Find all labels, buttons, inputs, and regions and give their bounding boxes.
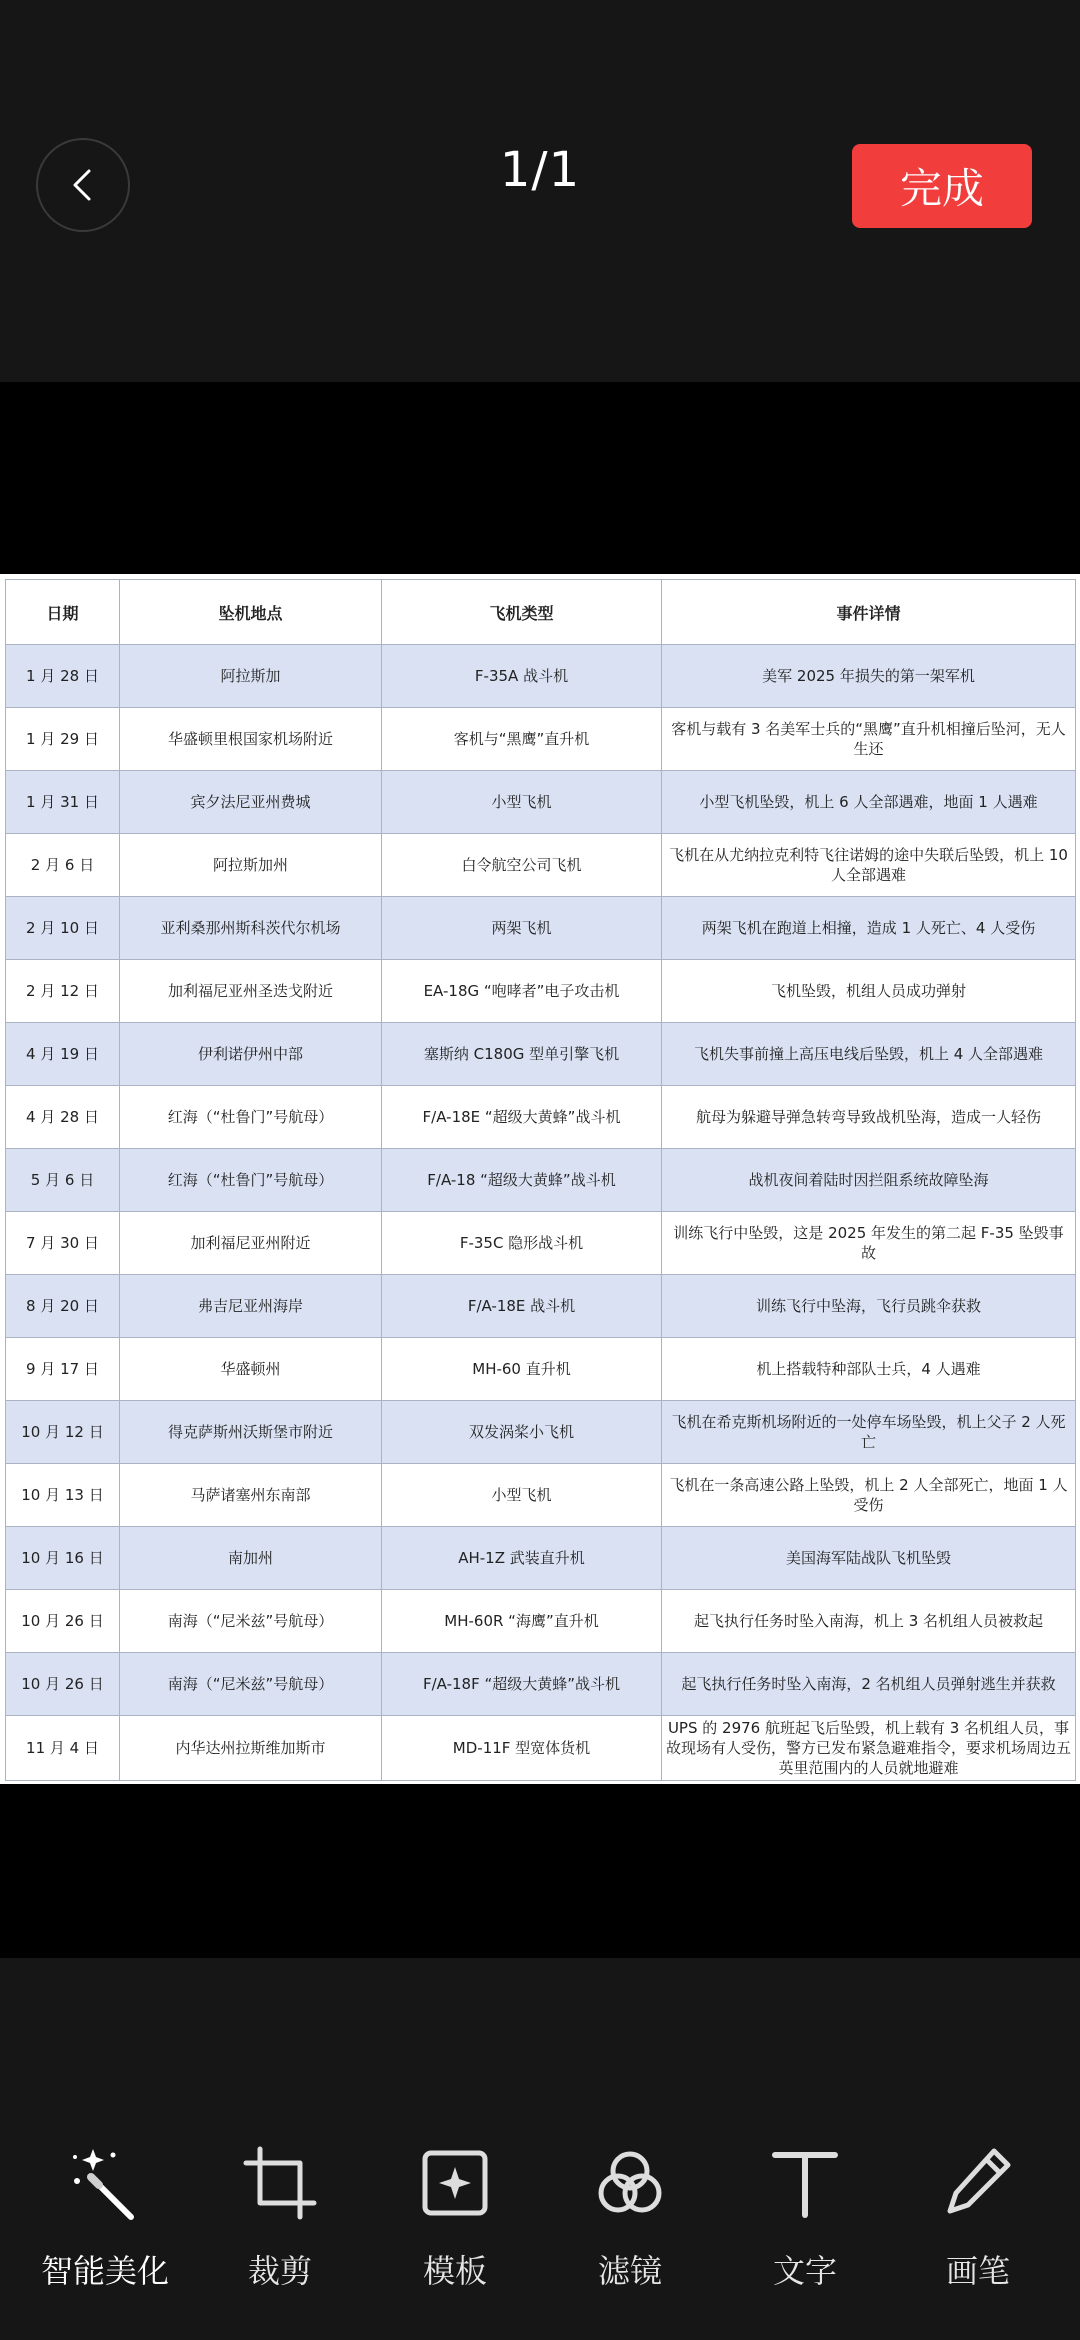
tool-label: 裁剪: [247, 2252, 312, 2290]
tool-crop[interactable]: [195, 2138, 365, 2292]
cell-date: 10 月 12 日: [6, 1401, 120, 1464]
cell-details: 机上搭载特种部队士兵，4 人遇难: [662, 1338, 1076, 1401]
table-row: [6, 1212, 1076, 1275]
tool-label: 模板: [422, 2252, 487, 2290]
table-row: [6, 960, 1076, 1023]
cell-date: 2 月 6 日: [6, 834, 120, 897]
cell-details: 训练飞行中坠海，飞行员跳伞获救: [662, 1275, 1076, 1338]
cell-date: 10 月 26 日: [6, 1653, 120, 1716]
page-counter: 1/1: [499, 142, 581, 198]
cell-location: 伊利诺伊州中部: [120, 1023, 382, 1086]
cell-aircraft-type: 客机与“黑鹰”直升机: [382, 708, 662, 771]
cell-aircraft-type: F/A-18F “超级大黄蜂”战斗机: [382, 1653, 662, 1716]
tool-brush[interactable]: [893, 2138, 1063, 2292]
cell-details: 起飞执行任务时坠入南海，2 名机组人员弹射逃生并获救: [662, 1653, 1076, 1716]
cell-aircraft-type: MH-60 直升机: [382, 1338, 662, 1401]
table-row: [6, 1590, 1076, 1653]
tool-smart-beautify[interactable]: [20, 2138, 190, 2292]
edit-toolbar: [0, 1958, 1080, 2340]
cell-aircraft-type: MH-60R “海鹰”直升机: [382, 1590, 662, 1653]
table-row: [6, 1527, 1076, 1590]
tool-filter[interactable]: [545, 2138, 715, 2292]
cell-aircraft-type: F-35C 隐形战斗机: [382, 1212, 662, 1275]
cell-details: 飞机在希克斯机场附近的一处停车场坠毁，机上父子 2 人死亡: [662, 1401, 1076, 1464]
cell-location: 南海（“尼米兹”号航母）: [120, 1653, 382, 1716]
table-row: [6, 1338, 1076, 1401]
cell-date: 7 月 30 日: [6, 1212, 120, 1275]
cell-date: 5 月 6 日: [6, 1149, 120, 1212]
cell-date: 1 月 28 日: [6, 645, 120, 708]
tool-text[interactable]: [720, 2138, 890, 2292]
done-button[interactable]: 完成: [852, 144, 1032, 228]
cell-aircraft-type: 白令航空公司飞机: [382, 834, 662, 897]
table-row: [6, 708, 1076, 771]
cell-location: 红海（“杜鲁门”号航母）: [120, 1149, 382, 1212]
cell-date: 10 月 26 日: [6, 1590, 120, 1653]
cell-details: 飞机在从尤纳拉克利特飞往诺姆的途中失联后坠毁，机上 10 人全部遇难: [662, 834, 1076, 897]
top-bar: [0, 0, 1080, 382]
table-row: [6, 1401, 1076, 1464]
cell-location: 阿拉斯加: [120, 645, 382, 708]
tool-label: 画笔: [945, 2252, 1010, 2290]
cell-details: 训练飞行中坠毁，这是 2025 年发生的第二起 F-35 坠毁事故: [662, 1212, 1076, 1275]
cell-aircraft-type: F/A-18E 战斗机: [382, 1275, 662, 1338]
table-row: [6, 1023, 1076, 1086]
table-row: [6, 771, 1076, 834]
table-row: [6, 1149, 1076, 1212]
cell-date: 9 月 17 日: [6, 1338, 120, 1401]
cell-aircraft-type: F-35A 战斗机: [382, 645, 662, 708]
column-header-location: 坠机地点: [120, 580, 382, 645]
cell-date: 4 月 19 日: [6, 1023, 120, 1086]
cell-location: 加利福尼亚州圣迭戈附近: [120, 960, 382, 1023]
table-row: [6, 1716, 1076, 1781]
tool-label: 滤镜: [597, 2252, 662, 2290]
cell-details: 飞机失事前撞上高压电线后坠毁，机上 4 人全部遇难: [662, 1023, 1076, 1086]
cell-date: 2 月 12 日: [6, 960, 120, 1023]
cell-aircraft-type: 双发涡桨小飞机: [382, 1401, 662, 1464]
filter-icon: [590, 2143, 670, 2223]
cell-location: 华盛顿州: [120, 1338, 382, 1401]
cell-details: 两架飞机在跑道上相撞，造成 1 人死亡、4 人受伤: [662, 897, 1076, 960]
cell-location: 宾夕法尼亚州费城: [120, 771, 382, 834]
cell-location: 加利福尼亚州附近: [120, 1212, 382, 1275]
column-header-date: 日期: [6, 580, 120, 645]
table-body: [6, 645, 1076, 1781]
cell-details: 战机夜间着陆时因拦阻系统故障坠海: [662, 1149, 1076, 1212]
cell-details: 客机与载有 3 名美军士兵的“黑鹰”直升机相撞后坠河，无人生还: [662, 708, 1076, 771]
magic-wand-icon: [65, 2143, 145, 2223]
cell-aircraft-type: MD-11F 型宽体货机: [382, 1716, 662, 1781]
cell-details: 小型飞机坠毁，机上 6 人全部遇难，地面 1 人遇难: [662, 771, 1076, 834]
column-header-aircraft-type: 飞机类型: [382, 580, 662, 645]
cell-date: 10 月 13 日: [6, 1464, 120, 1527]
cell-location: 得克萨斯州沃斯堡市附近: [120, 1401, 382, 1464]
table-row: [6, 1653, 1076, 1716]
tool-label: 文字: [772, 2252, 837, 2290]
image-preview[interactable]: [0, 574, 1080, 1784]
table-row: [6, 834, 1076, 897]
cell-aircraft-type: EA-18G “咆哮者”电子攻击机: [382, 960, 662, 1023]
table-row: [6, 897, 1076, 960]
template-icon: [415, 2143, 495, 2223]
table-row: [6, 645, 1076, 708]
cell-location: 内华达州拉斯维加斯市: [120, 1716, 382, 1781]
cell-details: 美国海军陆战队飞机坠毁: [662, 1527, 1076, 1590]
tool-template[interactable]: [370, 2138, 540, 2292]
cell-location: 华盛顿里根国家机场附近: [120, 708, 382, 771]
cell-location: 南海（“尼米兹”号航母）: [120, 1590, 382, 1653]
cell-date: 8 月 20 日: [6, 1275, 120, 1338]
cell-date: 10 月 16 日: [6, 1527, 120, 1590]
cell-location: 马萨诸塞州东南部: [120, 1464, 382, 1527]
tool-label: 智能美化: [40, 2252, 169, 2290]
cell-location: 弗吉尼亚州海岸: [120, 1275, 382, 1338]
cell-aircraft-type: F/A-18E “超级大黄蜂”战斗机: [382, 1086, 662, 1149]
table-row: [6, 1275, 1076, 1338]
cell-date: 2 月 10 日: [6, 897, 120, 960]
text-icon: [765, 2143, 845, 2223]
cell-aircraft-type: 两架飞机: [382, 897, 662, 960]
cell-aircraft-type: AH-1Z 武装直升机: [382, 1527, 662, 1590]
column-header-details: 事件详情: [662, 580, 1076, 645]
cell-aircraft-type: 小型飞机: [382, 1464, 662, 1527]
cell-aircraft-type: 塞斯纳 C180G 型单引擎飞机: [382, 1023, 662, 1086]
cell-location: 阿拉斯加州: [120, 834, 382, 897]
cell-date: 1 月 29 日: [6, 708, 120, 771]
cell-details: 飞机在一条高速公路上坠毁，机上 2 人全部死亡，地面 1 人受伤: [662, 1464, 1076, 1527]
cell-aircraft-type: F/A-18 “超级大黄蜂”战斗机: [382, 1149, 662, 1212]
cell-location: 南加州: [120, 1527, 382, 1590]
cell-details: 飞机坠毁，机组人员成功弹射: [662, 960, 1076, 1023]
cell-date: 11 月 4 日: [6, 1716, 120, 1781]
table-row: [6, 1086, 1076, 1149]
cell-details: 航母为躲避导弹急转弯导致战机坠海，造成一人轻伤: [662, 1086, 1076, 1149]
table-header-row: [6, 580, 1076, 645]
cell-aircraft-type: 小型飞机: [382, 771, 662, 834]
cell-details: 起飞执行任务时坠入南海，机上 3 名机组人员被救起: [662, 1590, 1076, 1653]
cell-location: 红海（“杜鲁门”号航母）: [120, 1086, 382, 1149]
cell-location: 亚利桑那州斯科茨代尔机场: [120, 897, 382, 960]
crop-icon: [240, 2143, 320, 2223]
table-row: [6, 1464, 1076, 1527]
cell-details: 美军 2025 年损失的第一架军机: [662, 645, 1076, 708]
chevron-left-icon: [63, 165, 103, 205]
cell-details: UPS 的 2976 航班起飞后坠毁，机上载有 3 名机组人员，事故现场有人受伤，警方已发布紧急避难指令，要求机场周边五英里范围内的人员就地避难: [662, 1716, 1076, 1781]
incident-table: [5, 579, 1076, 1781]
cell-date: 4 月 28 日: [6, 1086, 120, 1149]
back-button[interactable]: [36, 138, 130, 232]
cell-date: 1 月 31 日: [6, 771, 120, 834]
brush-icon: [938, 2143, 1018, 2223]
